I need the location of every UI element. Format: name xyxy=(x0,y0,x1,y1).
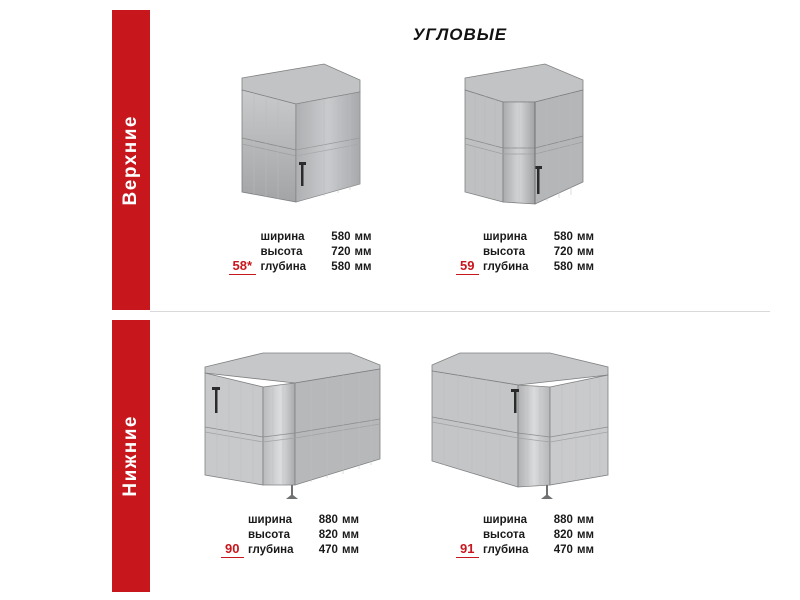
catalog-item-90 xyxy=(165,335,415,558)
section-divider xyxy=(150,311,770,312)
spec-depth: глубина 580 мм xyxy=(260,261,372,273)
item-code: 58* xyxy=(229,258,257,275)
spec-height: высота 720 мм xyxy=(482,246,594,258)
corner-wall-cabinet-icon xyxy=(175,52,425,222)
spec-depth: глубина 470 мм xyxy=(482,544,594,556)
catalog-item-91 xyxy=(400,335,650,558)
item-code: 91 xyxy=(456,541,478,558)
spec-width: ширина 580 мм xyxy=(482,231,594,243)
spec-depth: глубина 580 мм xyxy=(482,261,594,273)
section-label-upper-text: Верхние xyxy=(120,114,141,206)
section-label-lower-text: Нижние xyxy=(120,415,141,497)
spec-depth: глубина 470 мм xyxy=(247,544,359,556)
spec-height: высота 820 мм xyxy=(482,529,594,541)
item-code: 59 xyxy=(456,258,478,275)
section-label-lower xyxy=(112,320,150,592)
item-specs xyxy=(248,513,359,558)
page-title: УГЛОВЫЕ xyxy=(412,25,508,44)
spec-width: ширина 880 мм xyxy=(247,514,359,526)
corner-base-cabinet-mirrored-icon xyxy=(400,335,650,505)
corner-base-cabinet-icon xyxy=(165,335,415,505)
item-specs xyxy=(260,230,371,275)
item-specs xyxy=(483,230,594,275)
spec-width: ширина 580 мм xyxy=(260,231,372,243)
catalog-item-58 xyxy=(175,52,425,275)
spec-height: высота 820 мм xyxy=(247,529,359,541)
item-specs xyxy=(483,513,594,558)
item-code: 90 xyxy=(221,541,243,558)
spec-width: ширина 880 мм xyxy=(482,514,594,526)
catalog-item-59 xyxy=(400,52,650,275)
corner-wall-cabinet-angled-icon xyxy=(400,52,650,222)
spec-height: высота 720 мм xyxy=(260,246,372,258)
section-label-upper xyxy=(112,10,150,310)
